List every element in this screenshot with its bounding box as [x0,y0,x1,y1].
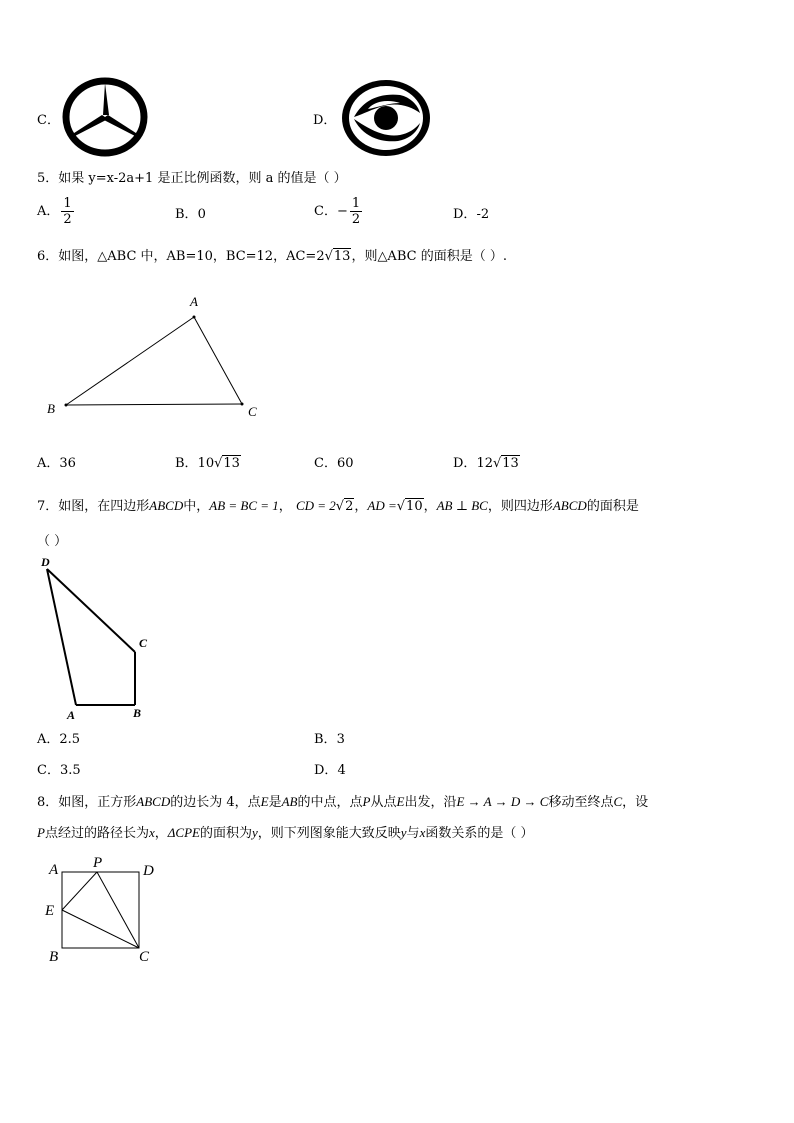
q5-option-a-fraction: $\frac{1}{2}$ [63,196,72,227]
three-pointed-star-logo-icon [63,77,153,157]
q6-triangle-figure [40,290,270,425]
q6-vertex-a-label: A [190,294,198,309]
q5-option-d[interactable]: D．-2 [453,207,490,222]
q6-vertex-b-label: B [47,401,55,416]
q7-answer-paren: （ ） [37,534,68,549]
q8-point-e-label: E [45,903,55,919]
q8-vertex-a-label: A [49,862,59,878]
q5-option-a[interactable] [37,196,76,227]
q6-option-a[interactable]: A．36 [37,456,76,471]
q7-quadrilateral-figure [36,553,166,725]
q8-point-p-label: P [93,855,103,871]
q6-option-b[interactable]: B．10√13 [175,456,240,471]
q5-option-b[interactable]: B．0 [175,207,206,222]
q4-option-c-label: C． [37,113,60,128]
q8-stem-line-1: 8．如图，正方形ABCD的边长为 4，点E是AB的中点，点P从点E出发，沿E → A → D → C移动至终点C，设 [37,794,649,810]
q4-option-d-label: D． [313,113,337,128]
q6-option-c[interactable]: C．60 [314,456,354,471]
q8-vertex-d-label: D [143,863,154,879]
q7-vertex-b-label: B [133,706,142,720]
q5-option-c[interactable]: C．− $\frac{1}{2}$ [314,196,361,227]
q7-option-a[interactable]: A．2.5 [37,732,81,747]
q7-option-d[interactable]: D．4 [314,763,346,778]
q5-stem: 5．如果 y=x-2a+1 是正比例函数，则 a 的值是（ ） [37,171,347,186]
q6-vertex-c-label: C [248,404,257,419]
q8-square-figure [40,850,170,970]
q7-vertex-d-label: D [41,555,50,569]
q7-vertex-a-label: A [67,708,76,722]
q6-option-d[interactable]: D．12√13 [453,456,519,471]
q6-stem: 6．如图，△ABC 中，AB=10，BC=12，AC=2√13，则△ABC 的面积是（ ）. [37,249,507,264]
q5-option-c-fraction: $\frac{1}{2}$ [351,196,361,227]
q7-stem: 7．如图，在四边形ABCD中，AB = BC = 1， CD = 2√2，AD =√10，AB ⊥ BC，则四边形ABCD的面积是 [37,498,639,514]
eye-emblem-logo-icon [340,79,434,161]
q7-vertex-c-label: C [139,636,148,650]
q8-vertex-c-label: C [139,949,150,965]
q8-stem-line-2: P点经过的路径长为x，ΔCPE的面积为y，则下列图象能大致反映y与x函数关系的是（ ） [37,825,534,841]
q7-option-b[interactable]: B．3 [314,732,345,747]
q5-option-a-label: A． [37,204,60,219]
q8-vertex-b-label: B [49,949,59,965]
q7-option-c[interactable]: C．3.5 [37,763,81,778]
